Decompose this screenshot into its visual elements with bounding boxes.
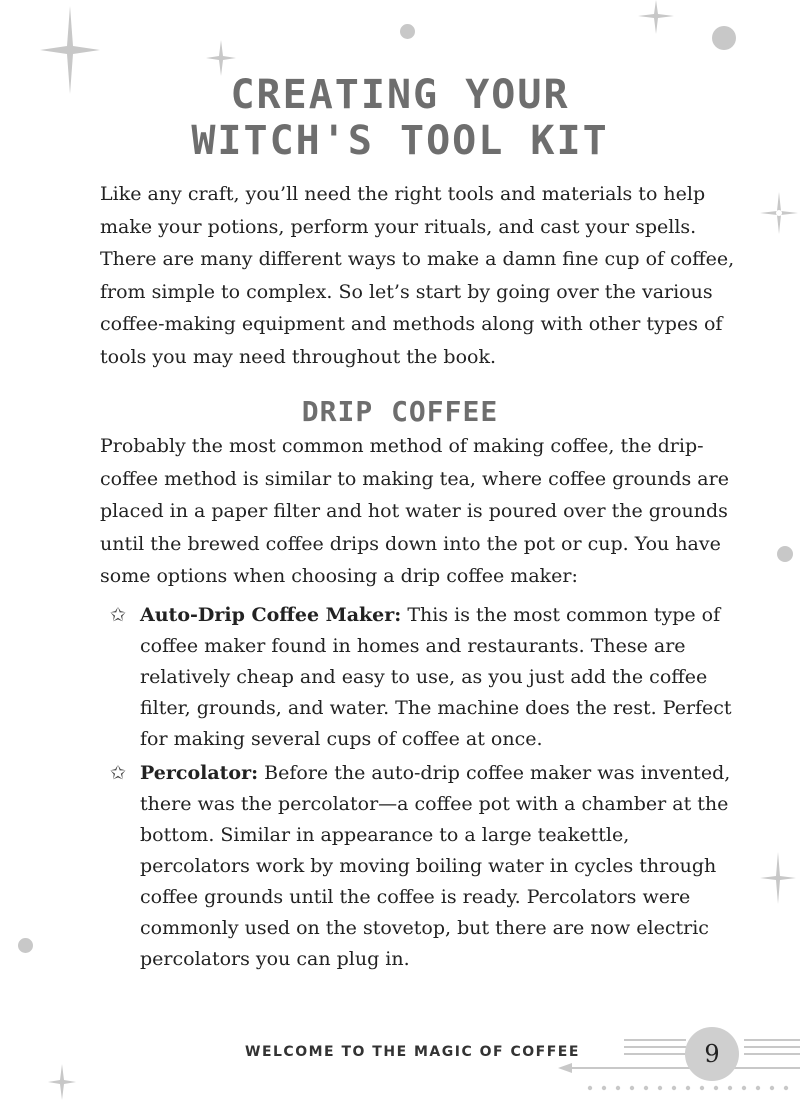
page-title xyxy=(0,72,800,164)
list-item xyxy=(100,600,740,755)
dot-icon xyxy=(400,24,415,39)
arrow-line-icon xyxy=(556,1030,800,1120)
dot-icon xyxy=(712,26,736,50)
sparkle-star-icon xyxy=(758,188,800,238)
section-paragraph: Probably the most common method of making coffee, the drip-coffee method is similar to making tea, where coffee grounds are placed in a paper filter and hot water is poured over the grounds until the brewed coffee drips down into the pot or cup. You have some options when choosing a drip coffee maker: xyxy=(100,435,729,587)
star-bullet-icon: ✩ xyxy=(110,762,126,784)
sparkle-star-icon xyxy=(758,850,798,906)
page-number: 9 xyxy=(685,1027,739,1081)
title-line-2: WITCH'S TOOL KIT xyxy=(191,118,609,164)
running-footer: WELCOME TO THE MAGIC OF COFFEE xyxy=(245,1044,580,1060)
star-bullet-icon: ✩ xyxy=(110,604,126,626)
sparkle-star-icon xyxy=(46,1062,78,1102)
bullet-text: Before the auto-drip coffee maker was invented, there was the percolator—a coffee pot with a chamber at the bottom. Similar in appearance to a large teakettle, percolators work by moving boiling water in cycles through coffee grounds until the coffee is ready. Percolators were commonly used on the stovetop, but there are now electric percolators you can plug in. xyxy=(140,762,731,970)
dot-icon xyxy=(777,546,793,562)
dot-icon xyxy=(18,938,33,953)
intro-paragraph: Like any craft, you’ll need the right tools and materials to help make your potions, perform your rituals, and cast your spells. There are many different ways to make a damn fine cup of coffee, from simple to complex. So let’s start by going over the various coffee-making equipment and methods along with other types of tools you may need throughout the book. xyxy=(100,183,735,368)
title-line-1: CREATING YOUR xyxy=(230,72,570,118)
section-heading: DRIP COFFEE xyxy=(301,395,499,428)
list-item xyxy=(100,758,740,975)
bullet-term: Percolator: xyxy=(140,762,259,784)
bullet-term: Auto-Drip Coffee Maker: xyxy=(140,604,402,626)
bullet-list xyxy=(100,600,740,978)
sparkle-star-icon xyxy=(636,0,676,36)
bullet-text: This is the most common type of coffee maker found in homes and restaurants. These are relatively cheap and easy to use, as you just add the coffee filter, grounds, and water. The machine does the rest. Perfect for making several cups of coffee at once. xyxy=(140,604,732,750)
